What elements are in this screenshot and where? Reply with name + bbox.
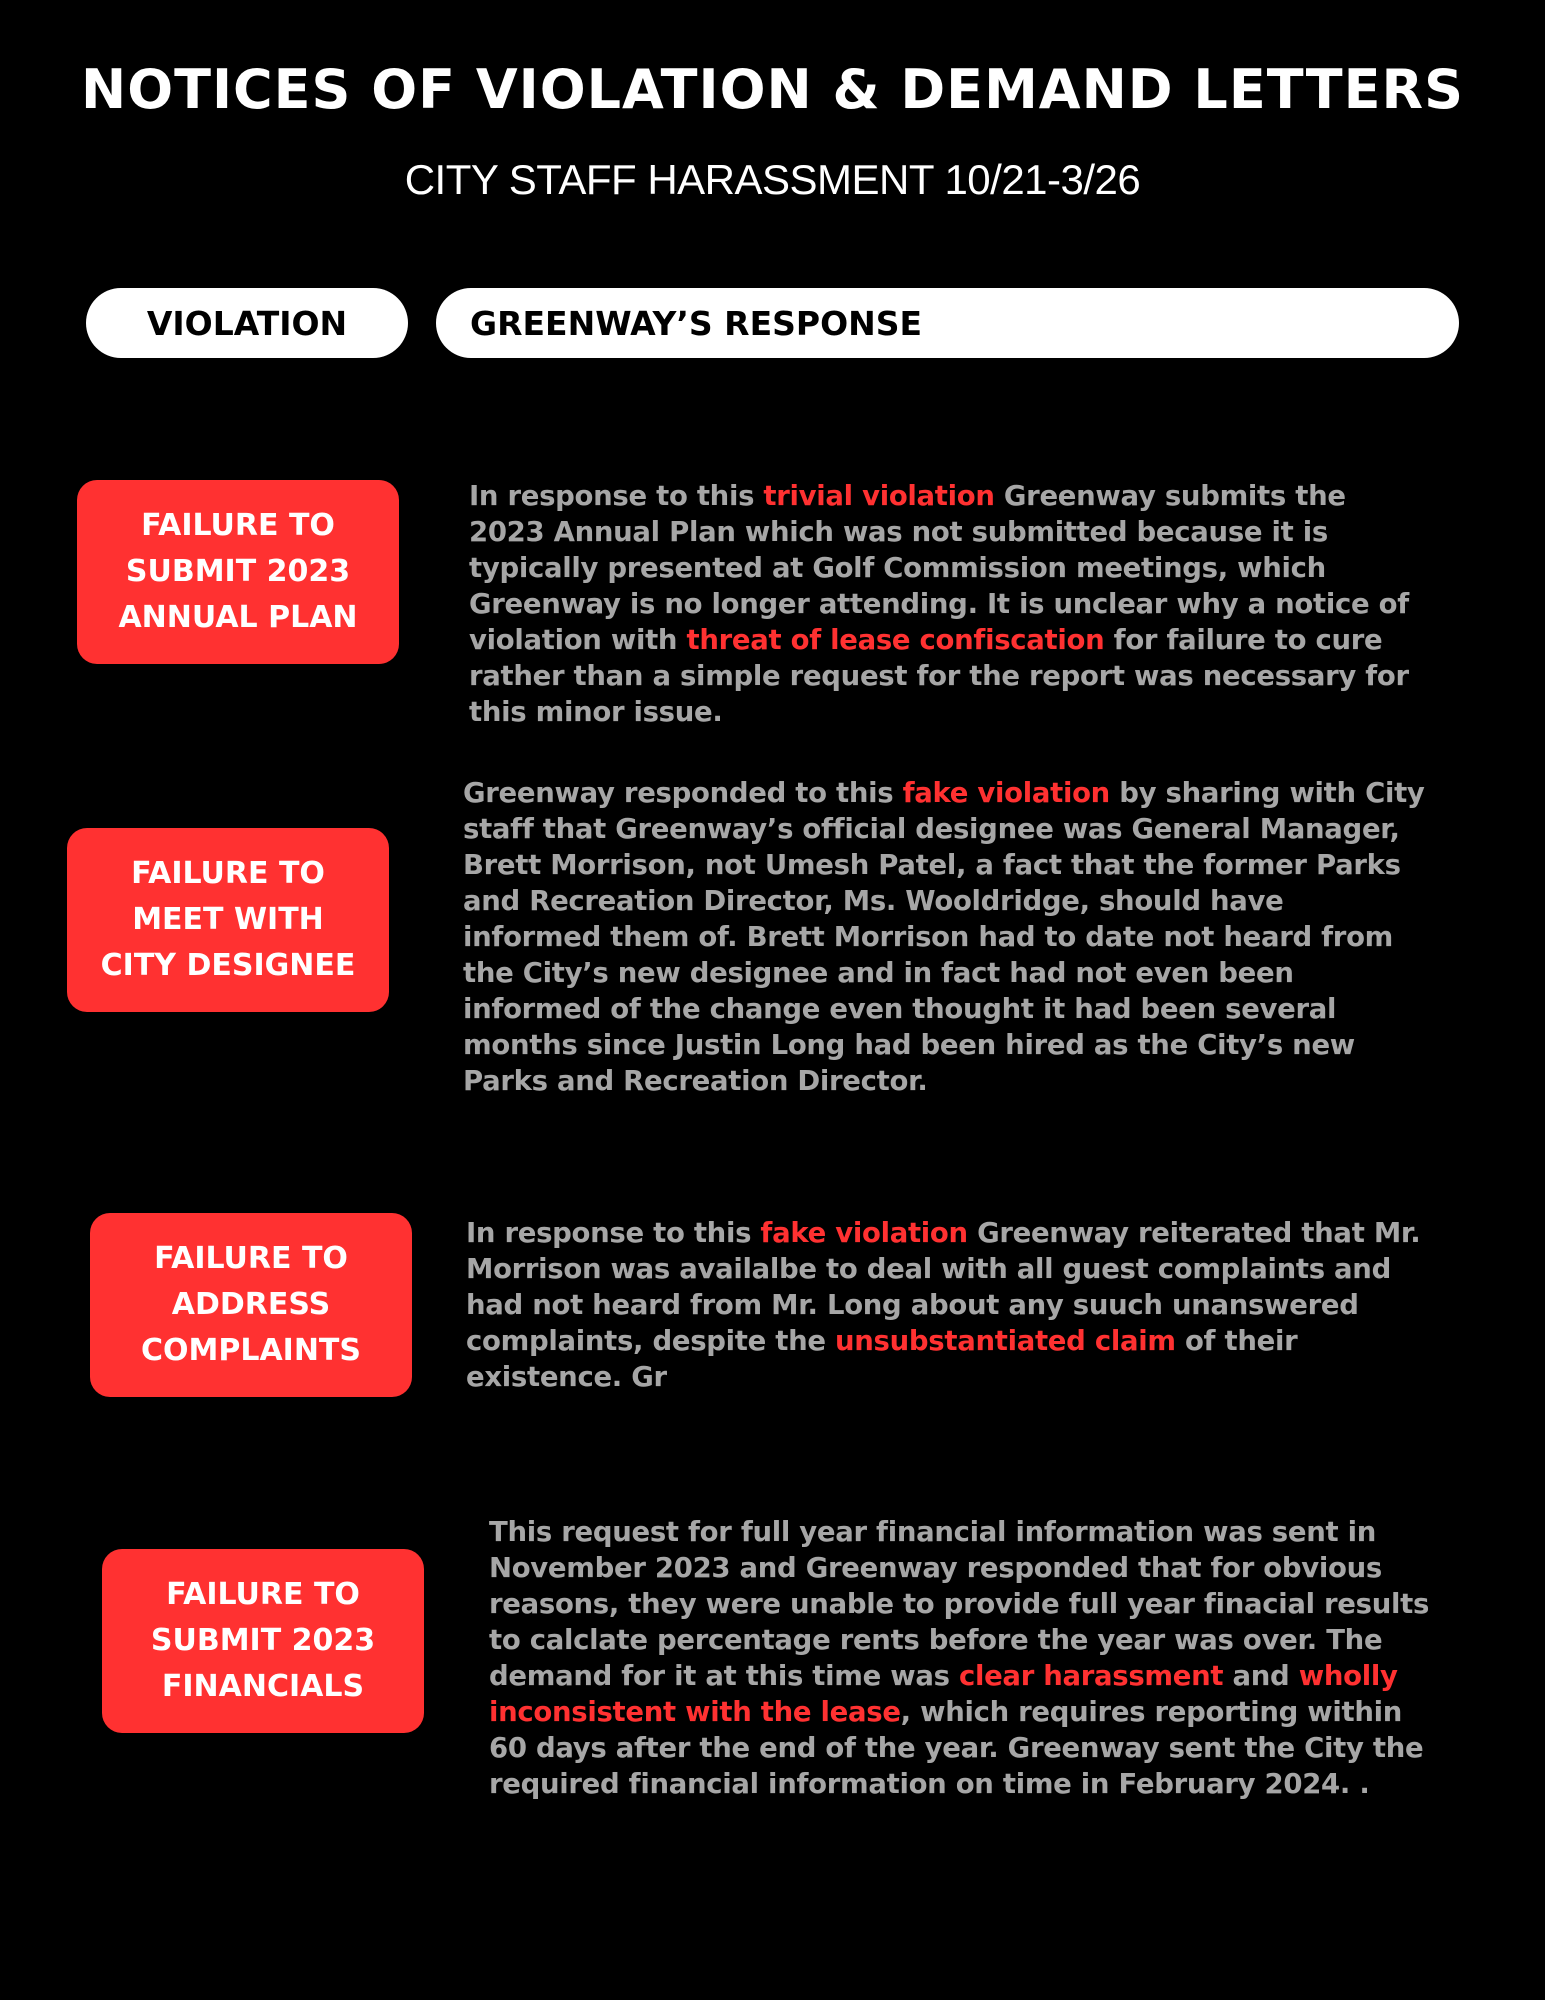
response-segment: for failure to cure rather than a simple request for the report was necessary for this minor issue. [469,624,1409,728]
response-segment: by sharing with City staff that Greenway’s official designee was General Manager, Brett Morrison, not Umesh Patel, a fact that the former Parks and Recreation Director, Ms. Wooldridge, should have informed them of. Brett Morrison had to date not heard from the City’s new designee and in fact had not even been informed of the change even thought it had been several months since Justin Long had been hired as the City’s new Parks and Recreation Director. [463,777,1425,1097]
response-highlight: trivial violation [763,480,995,512]
violation-label-line: MEET WITH [132,902,324,937]
response-segment: of their existence. Gr [466,1325,1298,1393]
page-subtitle: CITY STAFF HARASSMENT 10/21-3/26 [404,156,1141,203]
response-segment: Greenway submits the 2023 Annual Plan which was not submitted because it is typically presented at Golf Commission meetings, which Greenway is no longer attending. It is unclear why a notice of violation with [469,480,1409,656]
response-text-city-designee [463,775,1428,1099]
violation-label-line: FAILURE TO [166,1577,360,1612]
response-segment: Greenway responded to this [463,777,903,809]
violation-box-city-designee [67,828,389,1012]
response-segment: In response to this [466,1217,761,1249]
violation-column-header: VIOLATION [86,288,408,358]
violation-label-line: FAILURE TO [141,508,335,543]
violation-box-annual-plan [77,480,399,664]
violation-box-financials [102,1549,424,1733]
response-text-complaints [466,1215,1431,1395]
violation-label-line: COMPLAINTS [140,1333,362,1368]
violation-label-line: ANNUAL PLAN [118,600,358,635]
response-segment: In response to this [469,480,764,512]
response-segment: and [1223,1660,1299,1692]
response-highlight: unsubstantiated claim [835,1325,1176,1357]
violation-label-line: ADDRESS [171,1287,331,1322]
violation-label-line: SUBMIT 2023 [150,1623,376,1658]
response-highlight: threat of lease confiscation [686,624,1105,656]
response-highlight: fake violation [902,777,1110,809]
violation-label-line: SUBMIT 2023 [125,554,351,589]
violation-label-line: FAILURE TO [131,856,325,891]
response-highlight: wholly inconsistent with the lease [489,1660,1398,1728]
response-column-header: GREENWAY’S RESPONSE [436,288,1459,358]
response-segment: , which requires reporting within 60 days after the end of the year. Greenway sent the City the required financial information on time in February 2024. . [489,1696,1424,1800]
response-highlight: fake violation [760,1217,968,1249]
response-segment: This request for full year financial information was sent in November 2023 and Greenway responded that for obvious reasons, they were unable to provide full year finacial results to calclate percentage rents before the year was over. The demand for it at this time was [489,1516,1430,1692]
page-title: NOTICES OF VIOLATION & DEMAND LETTERS [81,58,1464,121]
response-highlight: clear harassment [958,1660,1224,1692]
response-segment: Greenway reiterated that Mr. Morrison was availalbe to deal with all guest complaints and had not heard from Mr. Long about any suuch unanswered complaints, despite the [466,1217,1421,1357]
violation-label-line: FAILURE TO [154,1241,348,1276]
violation-label-line: CITY DESIGNEE [100,948,356,983]
violation-label-line: FINANCIALS [161,1669,365,1704]
response-text-annual-plan [469,478,1429,730]
violation-box-complaints [90,1213,412,1397]
response-text-financials [489,1514,1444,1802]
